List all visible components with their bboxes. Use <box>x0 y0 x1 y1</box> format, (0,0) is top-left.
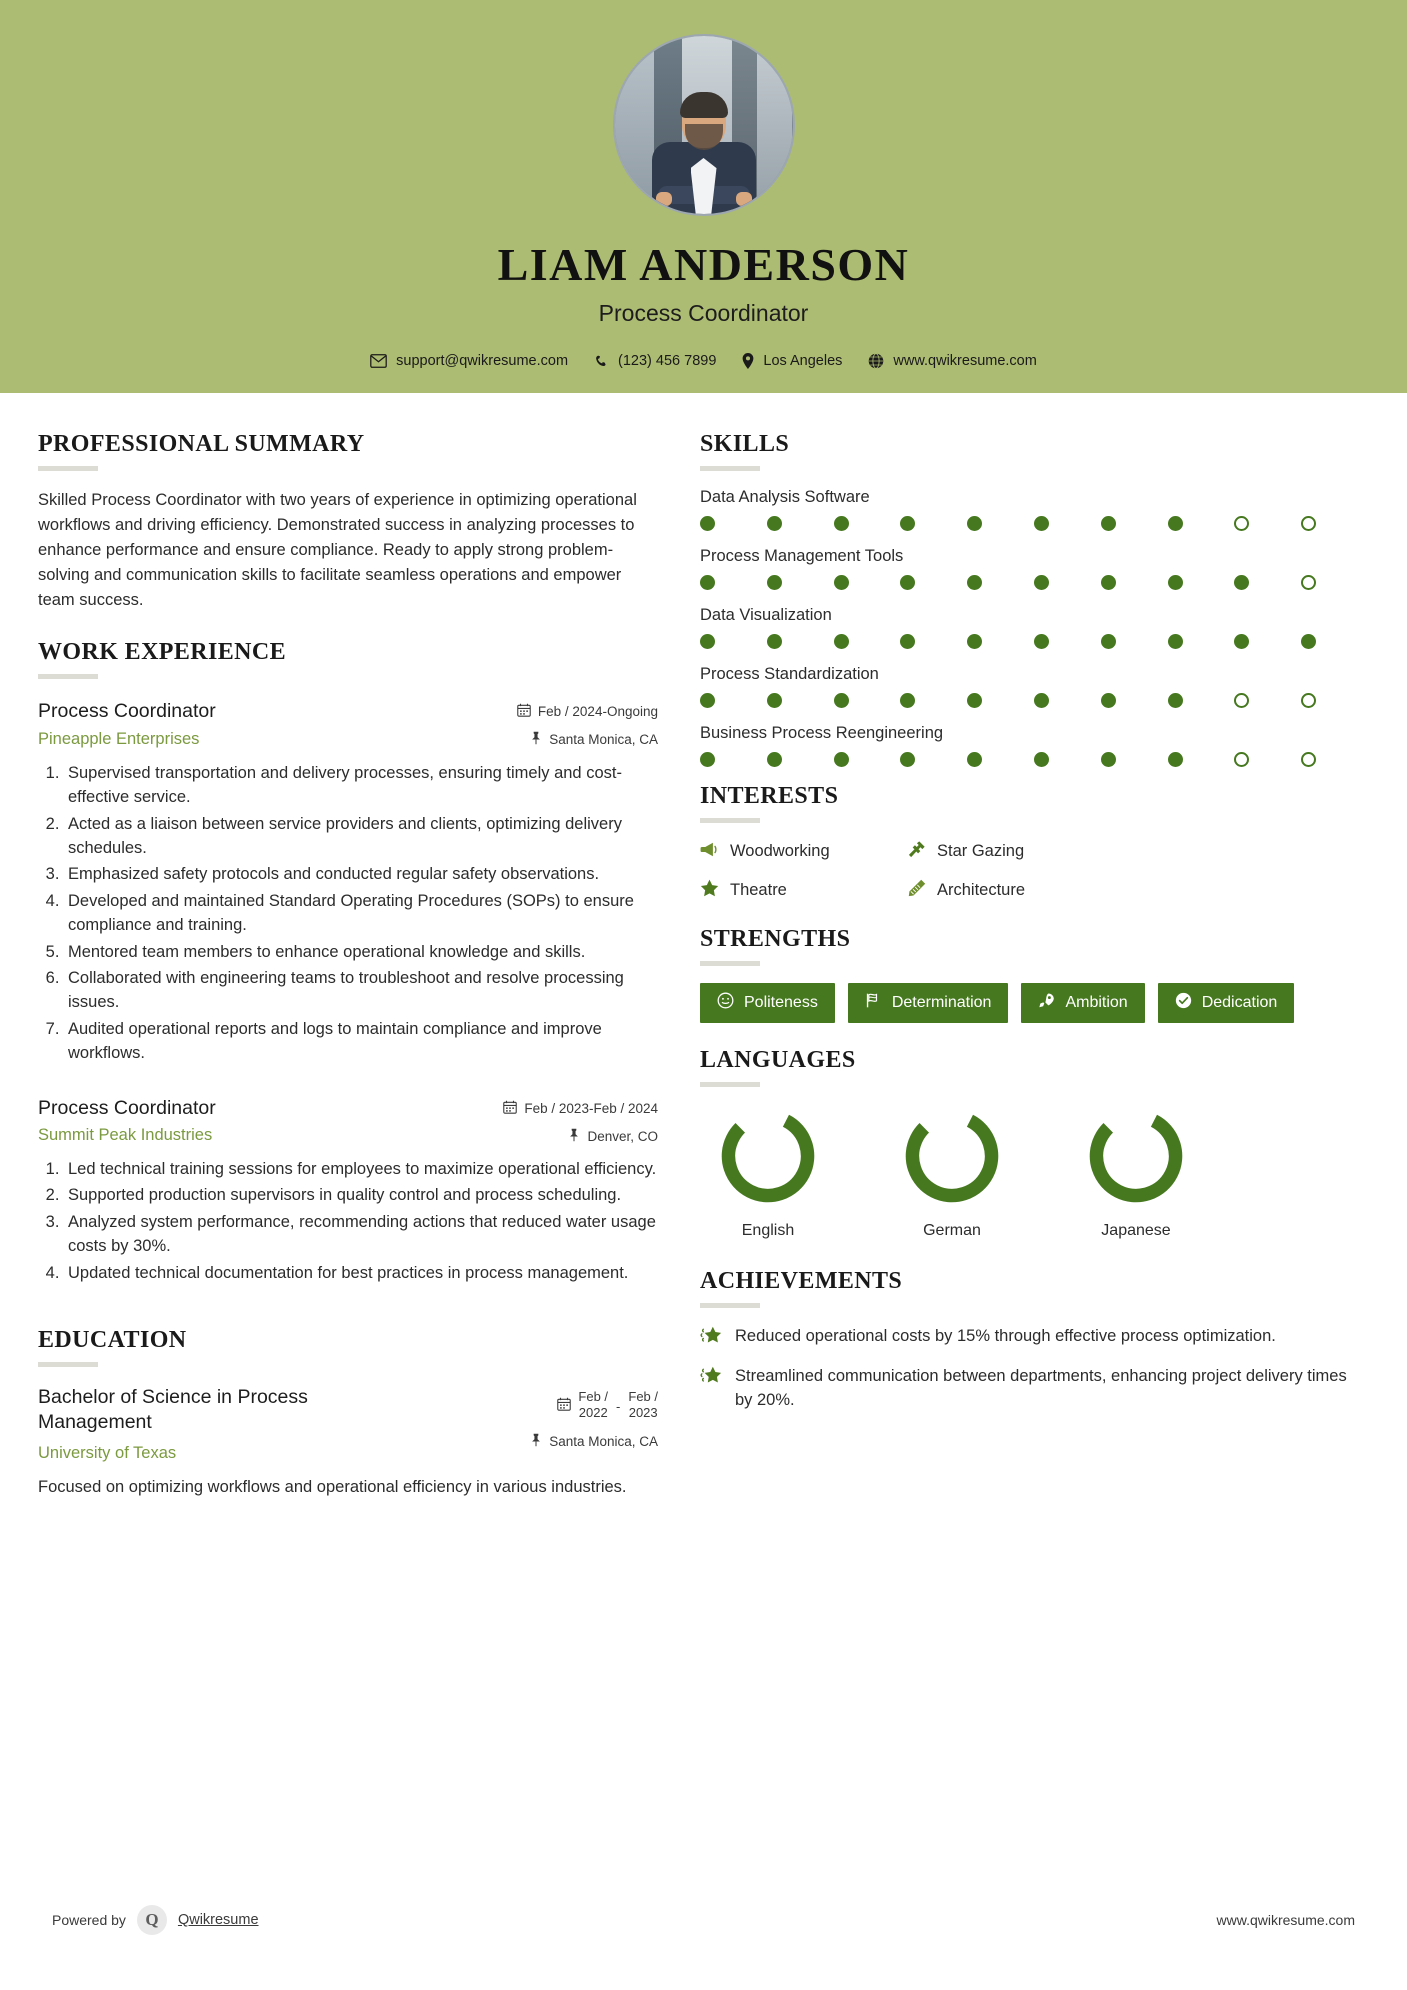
section-rule <box>700 1303 760 1308</box>
interest-label: Architecture <box>937 881 1026 899</box>
job-dates-text: Feb / 2023-Feb / 2024 <box>524 1100 658 1116</box>
list-item: 6. Collaborated with engineering teams to troubleshoot and resolve processing issues. <box>64 966 658 1015</box>
pin-icon <box>742 353 754 369</box>
skill-dot-empty <box>1234 752 1249 767</box>
list-item: 4. Updated technical documentation for best practices in process management. <box>64 1261 658 1285</box>
skill-dot-filled <box>900 693 915 708</box>
job-bullets <box>64 761 658 1066</box>
education-location-text: Santa Monica, CA <box>549 1433 658 1449</box>
avatar <box>613 34 795 216</box>
education-date-start-bottom: 2022 <box>578 1405 608 1421</box>
list-item: 1. Supervised transportation and delivery processes, ensuring timely and cost-effective service. <box>64 761 658 810</box>
smiley-icon <box>717 992 734 1014</box>
globe-icon <box>868 353 884 369</box>
powered-by-label: Powered by <box>52 1912 126 1928</box>
footer-url: www.qwikresume.com <box>1216 1912 1355 1928</box>
calendar-icon <box>503 1100 517 1117</box>
rocket-icon <box>1038 992 1055 1014</box>
skill-dot-filled <box>700 516 715 531</box>
achievement-item <box>700 1325 1368 1351</box>
section-rule <box>38 674 98 679</box>
education-entry <box>38 1385 658 1499</box>
section-professional-summary <box>38 431 658 613</box>
skill-label: Process Standardization <box>700 665 879 683</box>
education-description: Focused on optimizing workflows and operational efficiency in various industries. <box>38 1477 627 1496</box>
skill-rating <box>700 693 1368 708</box>
skill-dot-filled <box>1234 634 1249 649</box>
section-languages <box>700 1047 1368 1240</box>
strengths-list <box>700 983 1368 1023</box>
strength-label: Ambition <box>1065 994 1128 1011</box>
skill-dot-filled <box>1034 575 1049 590</box>
skill-item <box>700 724 1368 767</box>
language-label: English <box>741 1222 795 1239</box>
qwikresume-logo-icon: Q <box>137 1905 167 1935</box>
strength-badge-determination <box>848 983 1009 1023</box>
skill-rating <box>700 634 1368 649</box>
qwikresume-brand-link[interactable]: Qwikresume <box>177 1912 259 1928</box>
resume-header <box>0 0 1407 393</box>
skill-dot-filled <box>834 575 849 590</box>
skill-dot-filled <box>900 575 915 590</box>
contact-location[interactable] <box>742 353 842 369</box>
skill-dot-filled <box>767 693 782 708</box>
section-work-experience <box>38 639 658 1285</box>
skill-label: Data Visualization <box>700 606 832 624</box>
education-school: University of Texas <box>38 1443 177 1462</box>
interest-item <box>700 840 908 863</box>
skill-dot-filled <box>700 693 715 708</box>
skill-dot-filled <box>1034 634 1049 649</box>
interest-label: Star Gazing <box>937 842 1025 860</box>
section-rule <box>700 466 760 471</box>
interest-label: Woodworking <box>730 842 830 860</box>
skill-dot-filled <box>967 634 982 649</box>
job-company: Summit Peak Industries <box>38 1126 213 1145</box>
languages-list <box>700 1104 1368 1240</box>
section-interests <box>700 783 1368 902</box>
megaphone-icon <box>700 841 719 863</box>
skill-dot-empty <box>1234 516 1249 531</box>
skill-dot-filled <box>967 693 982 708</box>
skill-dot-filled <box>1101 575 1116 590</box>
skill-dot-filled <box>1034 516 1049 531</box>
skill-label: Process Management Tools <box>700 547 904 565</box>
skill-dot-empty <box>1301 516 1316 531</box>
pushpin-icon <box>530 1433 542 1450</box>
skill-item <box>700 488 1368 531</box>
skill-dot-filled <box>1101 634 1116 649</box>
list-item: 4. Developed and maintained Standard Operating Procedures (SOPs) to ensure compliance and training. <box>64 889 658 938</box>
education-title: EDUCATION <box>38 1327 187 1354</box>
mail-icon <box>370 354 387 368</box>
language-progress-ring <box>716 1104 820 1208</box>
skill-label: Data Analysis Software <box>700 488 870 506</box>
skill-dot-filled <box>1034 752 1049 767</box>
summary-text: Skilled Process Coordinator with two years of experience in optimizing operational workflows and driving efficiency. Demonstrated success in analyzing processes to enhance performance and ensure compliance. Ready to apply strong problem-solving and communication skills to facilitate seamless operations and empower team success. <box>38 491 637 610</box>
skill-rating <box>700 516 1368 531</box>
education-location <box>530 1433 658 1450</box>
resume-body <box>0 393 1407 1499</box>
skill-dot-filled <box>1301 634 1316 649</box>
achievement-text: Reduced operational costs by 15% through effective process optimization. <box>735 1327 1276 1345</box>
skills-list <box>700 488 1368 767</box>
job-dates <box>517 703 658 720</box>
skill-dot-filled <box>700 752 715 767</box>
skills-title: SKILLS <box>700 431 790 457</box>
skill-dot-filled <box>834 752 849 767</box>
skill-dot-filled <box>834 634 849 649</box>
job-entry <box>38 1096 658 1285</box>
interests-title: INTERESTS <box>700 783 839 809</box>
phone-icon <box>594 354 609 369</box>
section-skills <box>700 431 1368 767</box>
skill-dot-filled <box>1168 693 1183 708</box>
right-column <box>700 431 1368 1499</box>
job-location <box>503 1128 658 1145</box>
achievement-text: Streamlined communication between departments, enhancing project delivery times by 20%. <box>735 1367 1347 1409</box>
work-title: WORK EXPERIENCE <box>38 639 287 666</box>
language-label: German <box>923 1222 981 1239</box>
contact-phone[interactable] <box>594 353 716 369</box>
skill-item <box>700 665 1368 708</box>
interest-item <box>700 879 908 902</box>
interest-label: Theatre <box>730 881 787 899</box>
skill-dot-empty <box>1234 693 1249 708</box>
section-rule <box>700 961 760 966</box>
skill-dot-filled <box>967 516 982 531</box>
achievements-title: ACHIEVEMENTS <box>700 1268 903 1294</box>
interests-grid <box>700 840 1368 902</box>
pushpin-icon <box>568 1128 580 1145</box>
strength-label: Politeness <box>744 994 818 1011</box>
left-column <box>38 431 658 1499</box>
powered-by <box>52 1905 259 1935</box>
contact-email-text: support@qwikresume.com <box>396 353 569 369</box>
contact-website[interactable] <box>868 353 1036 369</box>
candidate-name: LIAM ANDERSON <box>497 239 910 290</box>
skill-dot-empty <box>1301 693 1316 708</box>
summary-title: PROFESSIONAL SUMMARY <box>38 431 365 457</box>
skill-rating <box>700 575 1368 590</box>
list-item: 2. Supported production supervisors in quality control and process scheduling. <box>64 1183 658 1207</box>
skill-dot-filled <box>1101 693 1116 708</box>
job-title: Process Coordinator <box>38 700 216 723</box>
interest-item <box>908 840 1368 863</box>
calendar-icon <box>557 1397 571 1414</box>
language-item <box>700 1104 836 1240</box>
education-degree: Bachelor of Science in Process Management <box>38 1386 308 1434</box>
list-item: 3. Emphasized safety protocols and conducted regular safety observations. <box>64 862 658 886</box>
list-item: 3. Analyzed system performance, recommending actions that reduced water usage costs by 30%. <box>64 1210 658 1259</box>
achievement-item <box>700 1365 1368 1413</box>
list-item: 2. Acted as a liaison between service providers and clients, optimizing delivery schedules. <box>64 812 658 861</box>
languages-title: LANGUAGES <box>700 1047 856 1073</box>
section-rule <box>38 1362 98 1367</box>
section-achievements <box>700 1268 1368 1413</box>
job-location-text: Santa Monica, CA <box>549 732 658 748</box>
job-dates-text: Feb / 2024-Ongoing <box>537 704 658 720</box>
skill-dot-filled <box>1168 752 1183 767</box>
list-item: 1. Led technical training sessions for employees to maximize operational efficiency. <box>64 1157 658 1181</box>
language-label: Japanese <box>1101 1222 1171 1239</box>
sparkle-star-icon <box>700 1325 722 1351</box>
section-rule <box>700 818 760 823</box>
ruler-icon <box>908 879 926 902</box>
job-location <box>517 731 658 748</box>
skill-item <box>700 547 1368 590</box>
skill-dot-filled <box>900 516 915 531</box>
skill-dot-filled <box>967 575 982 590</box>
section-strengths <box>700 926 1368 1023</box>
language-progress-ring <box>1084 1104 1188 1208</box>
skill-dot-filled <box>834 693 849 708</box>
education-dates <box>530 1389 658 1422</box>
education-date-end-bottom: 2023 <box>628 1405 658 1421</box>
pushpin-icon <box>530 731 542 748</box>
education-date-end-top: Feb / <box>628 1389 658 1405</box>
skill-dot-filled <box>1101 752 1116 767</box>
language-progress-ring <box>900 1104 1004 1208</box>
skill-dot-filled <box>1101 516 1116 531</box>
skill-rating <box>700 752 1368 767</box>
skill-item <box>700 606 1368 649</box>
flag-icon <box>865 992 882 1014</box>
list-item: 5. Mentored team members to enhance operational knowledge and skills. <box>64 940 658 964</box>
contact-email[interactable] <box>370 353 568 369</box>
skill-dot-empty <box>1301 752 1316 767</box>
skill-dot-filled <box>1234 575 1249 590</box>
education-date-separator: - <box>616 1399 621 1415</box>
list-item: 7. Audited operational reports and logs to maintain compliance and improve workflows. <box>64 1017 658 1066</box>
skill-dot-filled <box>834 516 849 531</box>
language-item <box>1068 1104 1204 1240</box>
language-item <box>884 1104 1020 1240</box>
skill-dot-filled <box>767 516 782 531</box>
skill-dot-filled <box>1168 516 1183 531</box>
strength-label: Determination <box>891 994 992 1011</box>
resume-footer <box>0 1878 1407 1990</box>
contact-phone-text: (123) 456 7899 <box>618 353 717 369</box>
job-company: Pineapple Enterprises <box>38 729 200 748</box>
contact-website-text: www.qwikresume.com <box>893 353 1037 369</box>
job-title: Process Coordinator <box>38 1096 216 1119</box>
education-date-start-top: Feb / <box>578 1389 609 1405</box>
skill-dot-filled <box>1034 693 1049 708</box>
strength-badge-politeness <box>700 983 835 1023</box>
skill-dot-filled <box>900 752 915 767</box>
contact-row <box>0 353 1407 369</box>
job-bullets <box>64 1157 658 1285</box>
skill-label: Business Process Reengineering <box>700 724 944 742</box>
check-circle-icon <box>1175 992 1192 1014</box>
hammer-icon <box>908 840 926 863</box>
skill-dot-filled <box>900 634 915 649</box>
skill-dot-empty <box>1301 575 1316 590</box>
strengths-title: STRENGTHS <box>700 926 851 952</box>
star-icon <box>700 879 719 902</box>
job-entry <box>38 699 658 1065</box>
interest-item <box>908 879 1368 902</box>
job-dates <box>503 1100 658 1117</box>
skill-dot-filled <box>767 634 782 649</box>
job-location-text: Denver, CO <box>587 1128 658 1144</box>
calendar-icon <box>517 703 531 720</box>
strength-label: Dedication <box>1201 994 1278 1011</box>
section-rule <box>700 1082 760 1087</box>
strength-badge-dedication <box>1158 983 1295 1023</box>
skill-dot-filled <box>767 752 782 767</box>
skill-dot-filled <box>967 752 982 767</box>
candidate-role: Process Coordinator <box>598 300 809 326</box>
skill-dot-filled <box>767 575 782 590</box>
section-rule <box>38 466 98 471</box>
skill-dot-filled <box>1168 634 1183 649</box>
sparkle-star-icon <box>700 1365 722 1391</box>
strength-badge-ambition <box>1021 983 1144 1023</box>
skill-dot-filled <box>1168 575 1183 590</box>
skill-dot-filled <box>700 634 715 649</box>
section-education <box>38 1327 658 1499</box>
skill-dot-filled <box>700 575 715 590</box>
contact-location-text: Los Angeles <box>763 353 843 369</box>
